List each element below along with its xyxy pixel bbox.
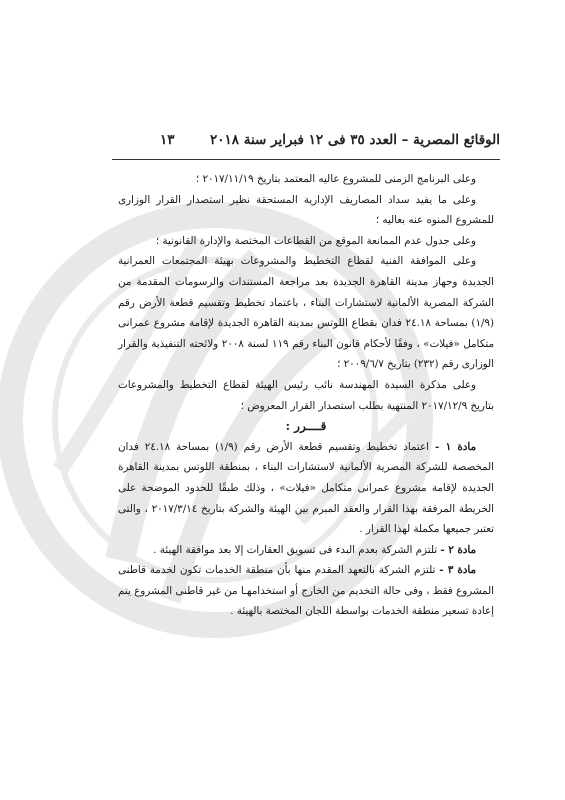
page-header	[160, 132, 500, 148]
article-text: تلتزم الشركة بعدم البدء فى تسويق العقارات إلا بعد موافقة الهيئة .	[153, 543, 438, 556]
page-header-title: الوقائع المصرية – العدد ٣٥ فى ١٢ فبراير سنة ٢٠١٨	[209, 132, 500, 148]
paragraph: وعلى ما يفيد سداد المصاريف الإدارية المستحقة نظير استصدار القرار الوزارى للمشروع المنوه عنه بعاليه ؛	[118, 193, 494, 227]
decision-heading: قــــرر :	[285, 419, 327, 434]
article	[118, 540, 494, 561]
article-label: مادة ١ -	[435, 440, 477, 453]
paragraph: وعلى الموافقة الفنية لقطاع التخطيط والمشروعات بهيئة المجتمعات العمرانية الجديدة وجهاز مدينة القاهرة الجديدة بعد مراجعة المستندات والرسومات المقدمة من الشركة المصرية الألمانية لاستشارات البناء ، باعتماد تخطيط وتقسيم قطعة الأرض رقم (١/٩) بمساحة ٢٤.١٨ فدان بقطاع اللوتس بمدينة القاهرة الجديدة لإقامة مشروع عمرانى متكامل «فيلات» ، وفقًا لأحكام قانون البناء رقم ١١٩ لسنة ٢٠٠٨ ولائحته التنفيذية والقرار الوزارى رقم (٢٣٢) بتاريخ ٢٠٠٩/٦/٧ ؛	[118, 255, 494, 371]
article-label: مادة ٢ -	[440, 543, 476, 556]
page-number: ١٣	[160, 132, 175, 148]
article-label: مادة ٣ -	[439, 564, 477, 577]
paragraph: وعلى مذكرة السيدة المهندسة نائب رئيس الهيئة لقطاع التخطيط والمشروعات بتاريخ ٢٠١٧/١٢/٩ المنتهية بطلب استصدار القرار المعروض ؛	[118, 378, 494, 412]
paragraph: وعلى البرنامج الزمنى للمشروع عاليه المعتمد بتاريخ ٢٠١٧/١١/١٩ ؛	[195, 173, 476, 185]
article	[118, 560, 494, 622]
article	[118, 437, 494, 540]
paragraph: وعلى جدول عدم الممانعة الموقع من القطاعات المختصة والإدارة القانونية ؛	[155, 234, 476, 247]
article-text: تلتزم الشركة بالتعهد المقدم منها بأن منطقة الخدمات تكون لخدمة قاطنى المشروع فقط ، وفى حالة التخديم من الخارج أو استخدامهـا من غير قاطنى المشروع يتم إعادة تسعير منطقة الخدمات بواسطة اللجان المختصة بالهيئة .	[118, 564, 494, 618]
header-rule	[112, 159, 500, 160]
article-text: اعتماد تخطيط وتقسيم قطعة الأرض رقم (١/٩) بمساحة ٢٤.١٨ فدان المخصصة للشركة المصرية الألمانية لاستشارات البناء ، بمنطقة اللوتس بمدينة القاهرة الجديدة لإقامة مشروع عمرانى متكامل «فيلات» ، وذلك طبقًا للحدود الموضحة على الخريطة المرفقة بهذا القرار والعقد المبرم بين الهيئة والشركة بتاريخ ٢٠١٧/٣/١٤ ، والتى تعتبر جميعها مكملة لهذا القرار .	[118, 440, 495, 536]
document-body	[118, 169, 494, 622]
